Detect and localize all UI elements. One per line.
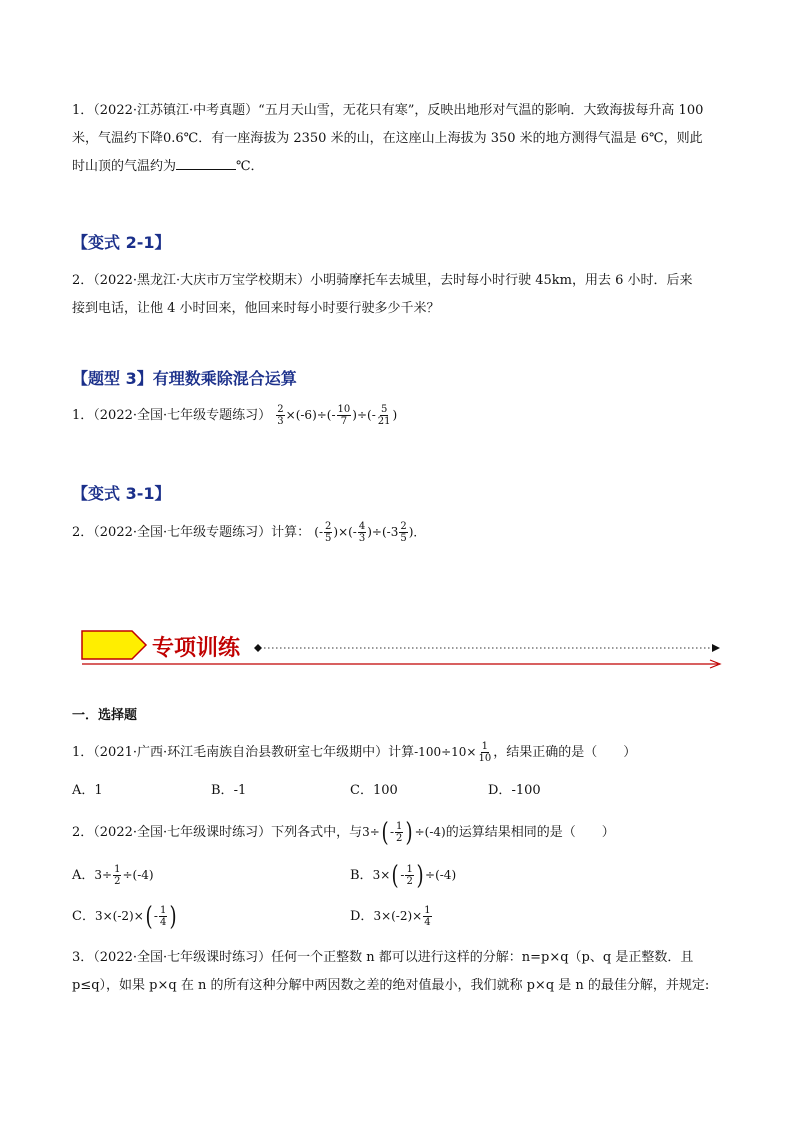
q1-line1: 1．（2022·江苏镇江·中考真题）“五月天山雪，无花只有寒”，反映出地形对气温的影响．大致海拔每升高 100 [72, 103, 704, 118]
fraction: $\frac{2}{3}$ [277, 404, 284, 427]
fraction: $\frac{2}{5}$ [325, 521, 332, 544]
mc1-option-d[interactable]: D．-100 [488, 783, 541, 798]
mc1-suffix: ，结果正确的是（ ） [493, 745, 637, 760]
q4-expression: (- $\frac{2}{5}$ )×(- $\frac{4}{3}$ )÷(-3 $\frac{2}{5}$ )． [314, 521, 426, 544]
fraction: $\frac{1}{4}$ [424, 905, 431, 928]
q1-line3 [72, 153, 732, 181]
q1-line2: 米，气温约下降0.6℃．有一座海拔为 2350 米的山，在这座山上海拔为 350 米的地方测得气温是 6℃，则此 [72, 131, 703, 146]
variant-3-1-heading: 【变式 3-1】 [72, 484, 171, 503]
mc-question-1 [72, 738, 636, 767]
q4-prefix: 2．（2022·全国·七年级专题练习）计算： [72, 525, 311, 540]
mc-question-3 [72, 944, 709, 1000]
mc2-option-c[interactable]: C．3×(-2)×( - $\frac{1}{4}$ ) [72, 901, 177, 932]
mc1-expression: -100÷10× $\frac{1}{10}$ [414, 741, 492, 764]
fraction: $\frac{2}{5}$ [400, 521, 407, 544]
q2-line1: 2．（2022·黑龙江·大庆市万宝学校期末）小明骑摩托车去城里，去时每小时行驶 45km，用去 6 小时．后来 [72, 273, 693, 288]
q3-expression: $\frac{2}{3}$ ×(-6)÷(- $\frac{10}{7}$ )÷(- $\frac{5}{21}$ ) [277, 404, 398, 427]
section-title: 一．选择题 [72, 708, 138, 723]
mc1-option-c[interactable]: C．100 [350, 783, 398, 798]
mc2-prefix: 2．（2022·全国·七年级课时练习）下列各式中，与 [72, 825, 363, 840]
question-1 [72, 97, 732, 181]
section-banner [80, 628, 730, 670]
answer-blank[interactable] [176, 155, 236, 170]
mc1-prefix: 1．（2021·广西·环江毛南族自治县教研室七年级期中）计算 [72, 745, 415, 760]
fraction: $\frac{1}{2}$ [114, 864, 121, 887]
fraction: $\frac{4}{3}$ [358, 521, 366, 544]
type-3-heading: 【题型 3】有理数乘除混合运算 [72, 369, 297, 388]
mc1-option-a[interactable]: A．1 [72, 783, 103, 798]
banner-title: 专项训练 [152, 636, 241, 661]
q1-line3-unit: ℃． [236, 159, 264, 174]
fraction: $\frac{1}{2}$ [396, 821, 403, 844]
fraction: $\frac{1}{10}$ [478, 741, 492, 764]
mc2-expression: 3÷( - $\frac{1}{2}$ ) ÷(-4) [362, 817, 446, 848]
mc3-line1: 3．（2022·全国·七年级课时练习）任何一个正整数 n 都可以进行这样的分解：n=p×q（p、q 是正整数．且 [72, 950, 694, 965]
question-4 [72, 519, 425, 546]
mc2-option-b[interactable]: B．3×( - $\frac{1}{2}$ ) ÷(-4) [350, 860, 457, 891]
mc2-option-d[interactable]: D．3×(-2)× $\frac{1}{4}$ [350, 905, 431, 928]
question-3 [72, 402, 397, 429]
mc2-option-a[interactable]: A．3÷ $\frac{1}{2}$ ÷(-4) [72, 864, 154, 887]
mc-question-2 [72, 816, 615, 849]
fraction: $\frac{1}{2}$ [406, 864, 413, 887]
mc3-line2: p≤q），如果 p×q 在 n 的所有这种分解中两因数之差的绝对值最小，我们就称 p×q 是 n 的最佳分解，并规定: [72, 978, 710, 993]
fraction: $\frac{5}{21}$ [377, 404, 391, 427]
question-2 [72, 267, 693, 323]
fraction: $\frac{10}{7}$ [337, 404, 351, 427]
q3-prefix: 1．（2022·全国·七年级专题练习） [72, 408, 272, 423]
mc1-option-b[interactable]: B．-1 [211, 783, 247, 798]
mc2-suffix: 的运算结果相同的是（ ） [445, 825, 615, 840]
q2-line2: 接到电话，让他 4 小时回来，他回来时每小时要行驶多少千米？ [72, 301, 440, 316]
fraction: $\frac{1}{4}$ [159, 905, 167, 928]
variant-2-1-heading: 【变式 2-1】 [72, 233, 171, 252]
q1-line3-text: 时山顶的气温约为 [72, 159, 177, 174]
